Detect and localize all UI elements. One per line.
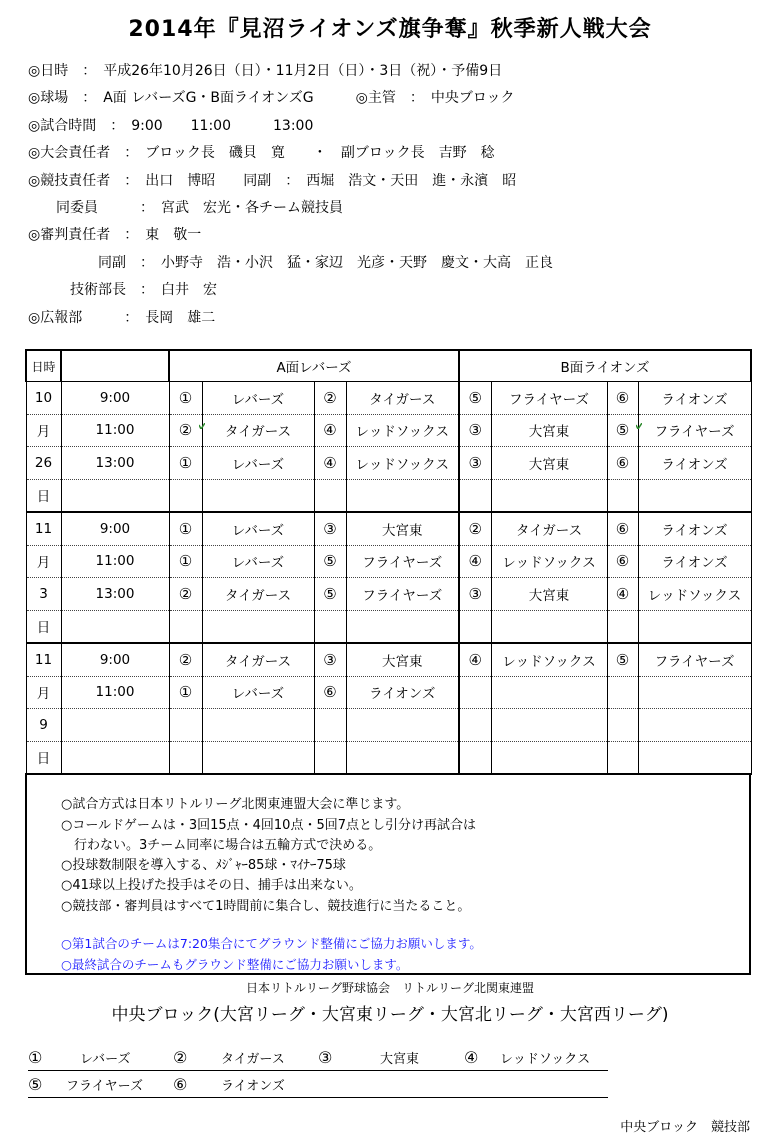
legend-number: ③: [318, 1048, 333, 1067]
table-row: [26, 479, 751, 512]
info-venue: ◎球場 ： A面 レバーズG・B面ライオンズG ◎主管 ： 中央ブロック: [28, 90, 515, 107]
note-line: ○投球数制限を導入する、ﾒｼﾞｬｰ85球・ﾏｲﾅｰ75球: [61, 858, 346, 873]
legend-number: ①: [28, 1048, 43, 1067]
table-row: [26, 578, 751, 611]
cell-marker-icon: [199, 414, 205, 420]
team-number-cell: ①: [169, 447, 202, 480]
table-row: [26, 382, 751, 415]
team-name-cell: レッドソックス: [346, 447, 459, 480]
team-number-cell: [607, 676, 638, 709]
time-cell: 13:00: [61, 578, 169, 611]
team-name-cell: タイガース: [346, 382, 459, 415]
team-name-cell: 大宮東: [491, 578, 607, 611]
team-number-cell: ④: [459, 545, 491, 578]
blue-note: ○第1試合のチームは7:20集合にてグラウンド整備にご協力お願いします。: [61, 936, 482, 951]
team-name-cell: レッドソックス: [638, 578, 751, 611]
team-number-cell: [607, 610, 638, 643]
team-name-cell: レバーズ: [202, 545, 314, 578]
date-cell: 日: [26, 741, 61, 774]
date-cell: 10: [26, 382, 61, 415]
team-number-cell: ②: [459, 512, 491, 545]
legend-team: タイガース: [221, 1052, 285, 1067]
team-number-cell: ①: [169, 382, 202, 415]
legend-team: 大宮東: [380, 1052, 420, 1067]
team-number-cell: [459, 676, 491, 709]
legend-number: ②: [173, 1048, 188, 1067]
team-name-cell: レバーズ: [202, 676, 314, 709]
header-field-b: B面ライオンズ: [459, 350, 751, 382]
team-number-cell: [607, 709, 638, 742]
header-date: 日時: [26, 350, 61, 382]
date-cell: 月: [26, 545, 61, 578]
schedule-table: [25, 349, 752, 775]
team-name-cell: [346, 709, 459, 742]
team-name-cell: レッドソックス: [491, 643, 607, 676]
team-name-cell: タイガース: [491, 512, 607, 545]
team-name-cell: タイガース: [202, 578, 314, 611]
notes-box: [25, 773, 751, 975]
time-cell: 11:00: [61, 676, 169, 709]
time-cell: 9:00: [61, 382, 169, 415]
header-time-blank: [61, 350, 169, 382]
table-header-row: [26, 350, 751, 382]
table-row: [26, 676, 751, 709]
team-number-cell: ⑥: [607, 512, 638, 545]
team-number-cell: ②: [169, 414, 202, 447]
team-number-cell: [314, 610, 346, 643]
team-name-cell: レバーズ: [202, 447, 314, 480]
note-line: ○試合方式は日本リトルリーグ北関東連盟大会に準じます。: [61, 797, 410, 812]
note-line: ○コールドゲームは・3回15点・4回10点・5回7点とし引分け再試合は: [61, 818, 476, 833]
team-name-cell: 大宮東: [491, 447, 607, 480]
team-number-cell: [169, 610, 202, 643]
table-row: [26, 709, 751, 742]
time-cell: [61, 741, 169, 774]
date-cell: 日: [26, 610, 61, 643]
time-cell: 11:00: [61, 414, 169, 447]
date-cell: 9: [26, 709, 61, 742]
team-name-cell: [491, 709, 607, 742]
legend-team: フライヤーズ: [66, 1079, 143, 1094]
team-number-cell: [459, 610, 491, 643]
table-row: [26, 610, 751, 643]
header-field-a: A面レバーズ: [169, 350, 459, 382]
team-name-cell: ライオンズ: [638, 447, 751, 480]
signature: 中央ブロック 競技部: [620, 1120, 750, 1135]
team-number-cell: [459, 741, 491, 774]
note-line: ○41球以上投げた投手はその日、捕手は出来ない。: [61, 878, 362, 893]
legend-row: [28, 1071, 608, 1098]
info-technical-head: 技術部長 ： 白井 宏: [28, 282, 217, 299]
date-cell: 11: [26, 512, 61, 545]
team-number-cell: [459, 479, 491, 512]
page-title: 2014年『見沼ライオンズ旗争奪』秋季新人戦大会: [128, 17, 652, 42]
team-name-cell: [638, 741, 751, 774]
team-name-cell: [346, 479, 459, 512]
team-number-cell: ⑤: [459, 382, 491, 415]
team-name-cell: 大宮東: [346, 643, 459, 676]
team-number-cell: ①: [169, 676, 202, 709]
team-name-cell: [202, 741, 314, 774]
team-number-cell: ⑥: [607, 382, 638, 415]
team-name-cell: フライヤーズ: [346, 578, 459, 611]
team-name-cell: フライヤーズ: [638, 414, 751, 447]
team-name-cell: ライオンズ: [638, 512, 751, 545]
note-line: 行わない。3チーム同率に場合は五輪方式で決める。: [61, 838, 382, 853]
info-pr: ◎広報部 ： 長岡 雄二: [28, 309, 216, 326]
team-name-cell: レッドソックス: [346, 414, 459, 447]
team-number-cell: ⑤: [607, 643, 638, 676]
team-number-cell: ④: [314, 414, 346, 447]
team-number-cell: [169, 709, 202, 742]
team-name-cell: [638, 676, 751, 709]
table-row: [26, 741, 751, 774]
date-cell: 11: [26, 643, 61, 676]
legend-number: ⑤: [28, 1075, 43, 1094]
team-name-cell: [346, 741, 459, 774]
team-name-cell: [638, 709, 751, 742]
team-number-cell: [314, 709, 346, 742]
block-name: 中央ブロック(大宮リーグ・大宮東リーグ・大宮北リーグ・大宮西リーグ): [111, 1005, 669, 1025]
info-umpire-manager: ◎審判責任者 ： 東 敬一: [28, 227, 202, 244]
time-cell: [61, 610, 169, 643]
team-number-cell: [169, 479, 202, 512]
time-cell: 9:00: [61, 643, 169, 676]
team-name-cell: 大宮東: [346, 512, 459, 545]
legend-team: レッドソックス: [500, 1052, 591, 1067]
team-name-cell: ライオンズ: [638, 545, 751, 578]
team-number-cell: ④: [314, 447, 346, 480]
note-line: ○競技部・審判員はすべて1時間前に集合し、競技進行に当たること。: [61, 899, 471, 914]
date-cell: 日: [26, 479, 61, 512]
team-name-cell: [202, 709, 314, 742]
legend-number: ④: [464, 1048, 479, 1067]
time-cell: 9:00: [61, 512, 169, 545]
date-cell: 月: [26, 414, 61, 447]
team-name-cell: フライヤーズ: [491, 382, 607, 415]
team-name-cell: [346, 610, 459, 643]
team-number-cell: ③: [459, 447, 491, 480]
team-number-cell: ②: [314, 382, 346, 415]
legend-number: ⑥: [173, 1075, 188, 1094]
team-number-cell: ①: [169, 545, 202, 578]
team-name-cell: ライオンズ: [346, 676, 459, 709]
team-number-cell: [314, 741, 346, 774]
team-name-cell: 大宮東: [491, 414, 607, 447]
date-cell: 26: [26, 447, 61, 480]
team-number-cell: ⑥: [314, 676, 346, 709]
team-number-cell: ③: [459, 414, 491, 447]
info-competition-manager: ◎競技責任者 ： 出口 博昭 同副 ： 西堀 浩文・天田 進・永濱 昭: [28, 172, 517, 189]
time-cell: 13:00: [61, 447, 169, 480]
blue-note: ○最終試合のチームもグラウンド整備にご協力お願いします。: [61, 957, 409, 972]
team-number-cell: ②: [169, 643, 202, 676]
team-name-cell: [491, 741, 607, 774]
team-name-cell: ライオンズ: [638, 382, 751, 415]
team-name-cell: [202, 479, 314, 512]
table-row: [26, 643, 751, 676]
team-number-cell: [169, 741, 202, 774]
legend-row: [28, 1044, 608, 1071]
team-legend: [28, 1044, 608, 1098]
team-name-cell: [491, 479, 607, 512]
team-name-cell: タイガース: [202, 643, 314, 676]
team-number-cell: ⑤: [314, 545, 346, 578]
table-row: [26, 447, 751, 480]
info-committee: 同委員 ： 宮武 宏光・各チーム競技員: [28, 199, 343, 216]
team-name-cell: [491, 676, 607, 709]
table-row: [26, 545, 751, 578]
team-name-cell: レッドソックス: [491, 545, 607, 578]
team-number-cell: ⑤: [607, 414, 638, 447]
legend-team: ライオンズ: [221, 1079, 285, 1094]
team-number-cell: ⑤: [314, 578, 346, 611]
date-cell: 月: [26, 676, 61, 709]
time-cell: [61, 479, 169, 512]
association-name: 日本リトルリーグ野球協会 リトルリーグ北関東連盟: [245, 981, 534, 995]
team-number-cell: [607, 479, 638, 512]
table-row: [26, 414, 751, 447]
team-name-cell: [202, 610, 314, 643]
team-number-cell: [314, 479, 346, 512]
team-name-cell: [638, 610, 751, 643]
time-cell: [61, 709, 169, 742]
team-number-cell: ②: [169, 578, 202, 611]
team-number-cell: ③: [314, 512, 346, 545]
team-name-cell: [491, 610, 607, 643]
team-number-cell: ①: [169, 512, 202, 545]
team-name-cell: レバーズ: [202, 512, 314, 545]
team-number-cell: ⑥: [607, 545, 638, 578]
date-cell: 3: [26, 578, 61, 611]
team-name-cell: レバーズ: [202, 382, 314, 415]
cell-marker-icon: [636, 414, 642, 420]
event-info: [28, 58, 768, 332]
info-tournament-manager: ◎大会責任者 ： ブロック長 磯貝 寛 ・ 副ブロック長 吉野 稔: [28, 145, 495, 162]
team-number-cell: ④: [607, 578, 638, 611]
team-number-cell: ⑥: [607, 447, 638, 480]
team-name-cell: フライヤーズ: [638, 643, 751, 676]
team-number-cell: ③: [459, 578, 491, 611]
team-number-cell: [607, 741, 638, 774]
team-name-cell: タイガース: [202, 414, 314, 447]
info-umpire-deputies: 同副 ： 小野寺 浩・小沢 猛・家辺 光彦・天野 慶文・大高 正良: [28, 254, 553, 271]
info-date: ◎日時 ： 平成26年10月26日（日）・11月2日（日）・3日（祝）・予備9日: [28, 63, 503, 79]
team-number-cell: [459, 709, 491, 742]
info-game-times: ◎試合時間 ： 9:00 11:00 13:00: [28, 117, 314, 134]
time-cell: 11:00: [61, 545, 169, 578]
team-number-cell: ③: [314, 643, 346, 676]
team-name-cell: フライヤーズ: [346, 545, 459, 578]
team-name-cell: [638, 479, 751, 512]
team-number-cell: ④: [459, 643, 491, 676]
legend-team: レバーズ: [80, 1052, 131, 1067]
table-row: [26, 512, 751, 545]
